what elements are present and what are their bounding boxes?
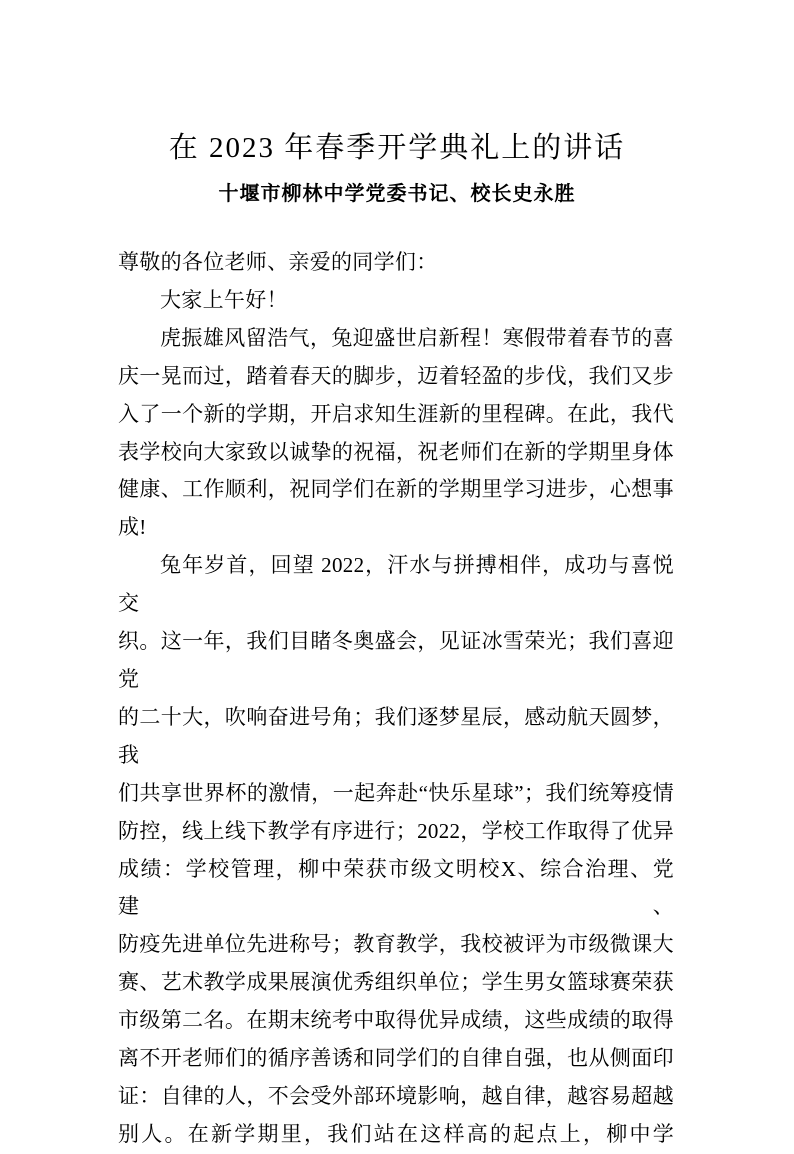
document-body	[118, 244, 674, 1154]
document-author: 十堰市柳林中学党委书记、校长史永胜	[218, 183, 576, 205]
body-line: 防控，线上线下教学有序进行；2022，学校工作取得了优异	[118, 818, 674, 843]
body-line: 尊敬的各位老师、亲爱的同学们：	[118, 250, 438, 274]
document-title: 在 2023 年春季开学典礼上的讲话	[168, 132, 626, 164]
body-line: 大家上午好！	[160, 287, 288, 312]
body-line: 离不开老师们的循序善诱和同学们的自律自强，也从侧面印	[118, 1046, 674, 1071]
body-line: 的二十大，吹响奋进号角；我们逐梦星辰，感动航天圆梦， 我	[118, 704, 674, 767]
body-line: 证：自律的人，不会受外部环境影响，越自律，越容易超越	[118, 1083, 674, 1108]
body-line: 成绩：学校管理，柳中荣获市级文明校X、综合治理、党建、	[118, 856, 674, 919]
body-line: 兔年岁首，回望 2022，汗水与拼搏相伴，成功与喜悦交	[118, 553, 674, 616]
body-line: 防疫先进单位先进称号；教育教学，我校被评为市级微课大	[118, 932, 674, 957]
body-line: 健康、工作顺利，祝同学们在新的学期里学习进步，心想事	[118, 477, 674, 502]
body-line: 赛、艺术教学成果展演优秀组织单位；学生男女篮球赛荣获	[118, 970, 674, 995]
body-line: 们共享世界杯的激情，一起奔赴“快乐星球”；我们统筹疫情	[118, 780, 674, 805]
body-line: 成!	[118, 515, 147, 540]
body-line: 织。这一年，我们目睹冬奥盛会，见证冰雪荣光；我们喜迎 党	[118, 629, 674, 691]
body-line: 虎振雄风留浩气，兔迎盛世启新程！寒假带着春节的喜	[160, 325, 674, 350]
body-line: 入了一个新的学期，开启求知生涯新的里程碑。在此，我代	[118, 401, 674, 426]
body-line: 表学校向大家致以诚挚的祝福，祝老师们在新的学期里身体	[118, 439, 674, 464]
body-line: 市级第二名。在期末统考中取得优异成绩，这些成绩的取得	[118, 1008, 674, 1033]
body-line: 别人。在新学期里，我们站在这样高的起点上，柳中学	[118, 1121, 674, 1146]
body-line: 庆一晃而过，踏着春天的脚步，迈着轻盈的步伐，我们又步	[118, 363, 674, 388]
